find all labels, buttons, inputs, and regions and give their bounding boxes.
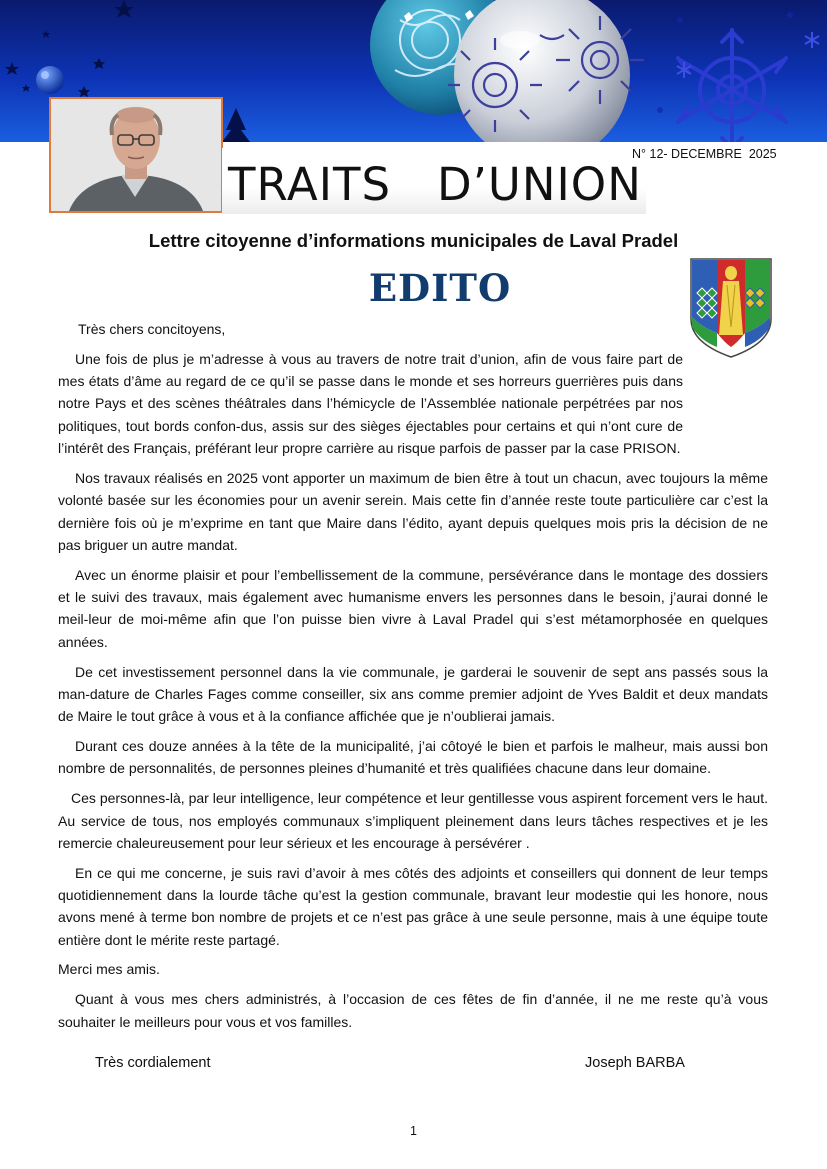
newsletter-title: TRAITS D’UNION [228, 158, 642, 211]
letter-paragraph: Durant ces douze années à la tête de la municipalité, j’ai côtoyé le bien et parfois le malheur, mais aussi bon nombre de personnalités, de personnes pleines d’humanité et très qualifiées chacune dans leur domaine. [58, 738, 768, 777]
issue-number: N° 12- DECEMBRE 2025 [632, 147, 777, 161]
page-number: 1 [410, 1124, 417, 1138]
mayor-portrait-image [51, 99, 221, 211]
closing-formula: Très cordialement [95, 1055, 211, 1071]
salutation: Très chers concitoyens, [78, 321, 226, 337]
letter-paragraph: Merci mes amis. [58, 961, 160, 978]
letter-paragraph: En ce qui me concerne, je suis ravi d’avoir à mes côtés des adjoints et conseillers qui donnent de leur temps quotidiennement dans la lourde tâche qu’est la gestion communale, bravant leur modestie qui les honore, nous avons mené à terme bon nombre de projets et ce n’est pas grâce à une seule personne, mais à une équipe toute entière dont le mérite reste partagé. [58, 864, 768, 948]
letter-paragraph: Nos travaux réalisés en 2025 vont apporter un maximum de bien être à tout un chacun, avec toujours la même volonté basée sur les économies pour un avenir serein. Mais cette fin d’année reste toute particulière car c’est la dernière fois où je m’exprime en tant que Maire dans l’édito, ayant depuis quelques mois pris la décision de ne pas briguer un autre mandat. [58, 469, 768, 553]
mayor-portrait-photo [49, 97, 223, 213]
editorial-letter [58, 318, 768, 1041]
letter-paragraph: Ces personnes-là, par leur intelligence, leur compétence et leur gentillesse vous aspirent forcement vers le haut. Au service de tous, nos employés communaux s’impliquent pleinement dans leurs tâches respectives et je les remercie chaleureusement pour leur sérieux et les encourage à persévérer . [58, 790, 768, 851]
letter-paragraph: Quant à vous mes chers administrés, à l’occasion de ces fêtes de fin d’année, il ne me reste qu’à vous souhaiter le meilleurs pour vous et vos familles. [58, 991, 768, 1030]
letter-paragraph: Une fois de plus je m’adresse à vous au travers de notre trait d’union, afin de vous faire part de mes états d’âme au regard de ce qu’il se passe dans le monde et ses horreurs guerrières puis dans notre Pays et des scènes théâtrales dans l’hémicycle de l’Assemblée nationale perpétrées par nos politiques, tout bords confon-dus, assis sur des sièges éjectables pour certains et qui n’ont cure de l’intérêt des Français, préférant leur propre carrière au risque parfois de passer par la case PRISON. [58, 350, 683, 457]
section-heading-edito: EDITO [368, 266, 512, 310]
signature-name: Joseph BARBA [585, 1055, 685, 1071]
letter-paragraph: Avec un énorme plaisir et pour l’embellissement de la commune, persévérance dans le montage des dossiers et le suivi des travaux, mais également avec humanisme envers les personnes dans le besoin, j’aurai donné le meil-leur de moi-même afin que l’on puisse bien vivre à Laval Pradel qui s’est métamorphosée en quelques années. [58, 566, 768, 650]
newsletter-subtitle: Lettre citoyenne d’informations municipales de Laval Pradel [148, 230, 679, 251]
letter-paragraph: De cet investissement personnel dans la vie communale, je garderai le souvenir de sept ans passés sous la man-dature de Charles Fages comme conseiller, six ans comme premier adjoint de Yves Baldit et deux mandats de Maire le tout grâce à vous et à la confiance affichée que je n’oublierai jamais. [58, 663, 768, 725]
christmas-ornament-icon [36, 66, 64, 94]
